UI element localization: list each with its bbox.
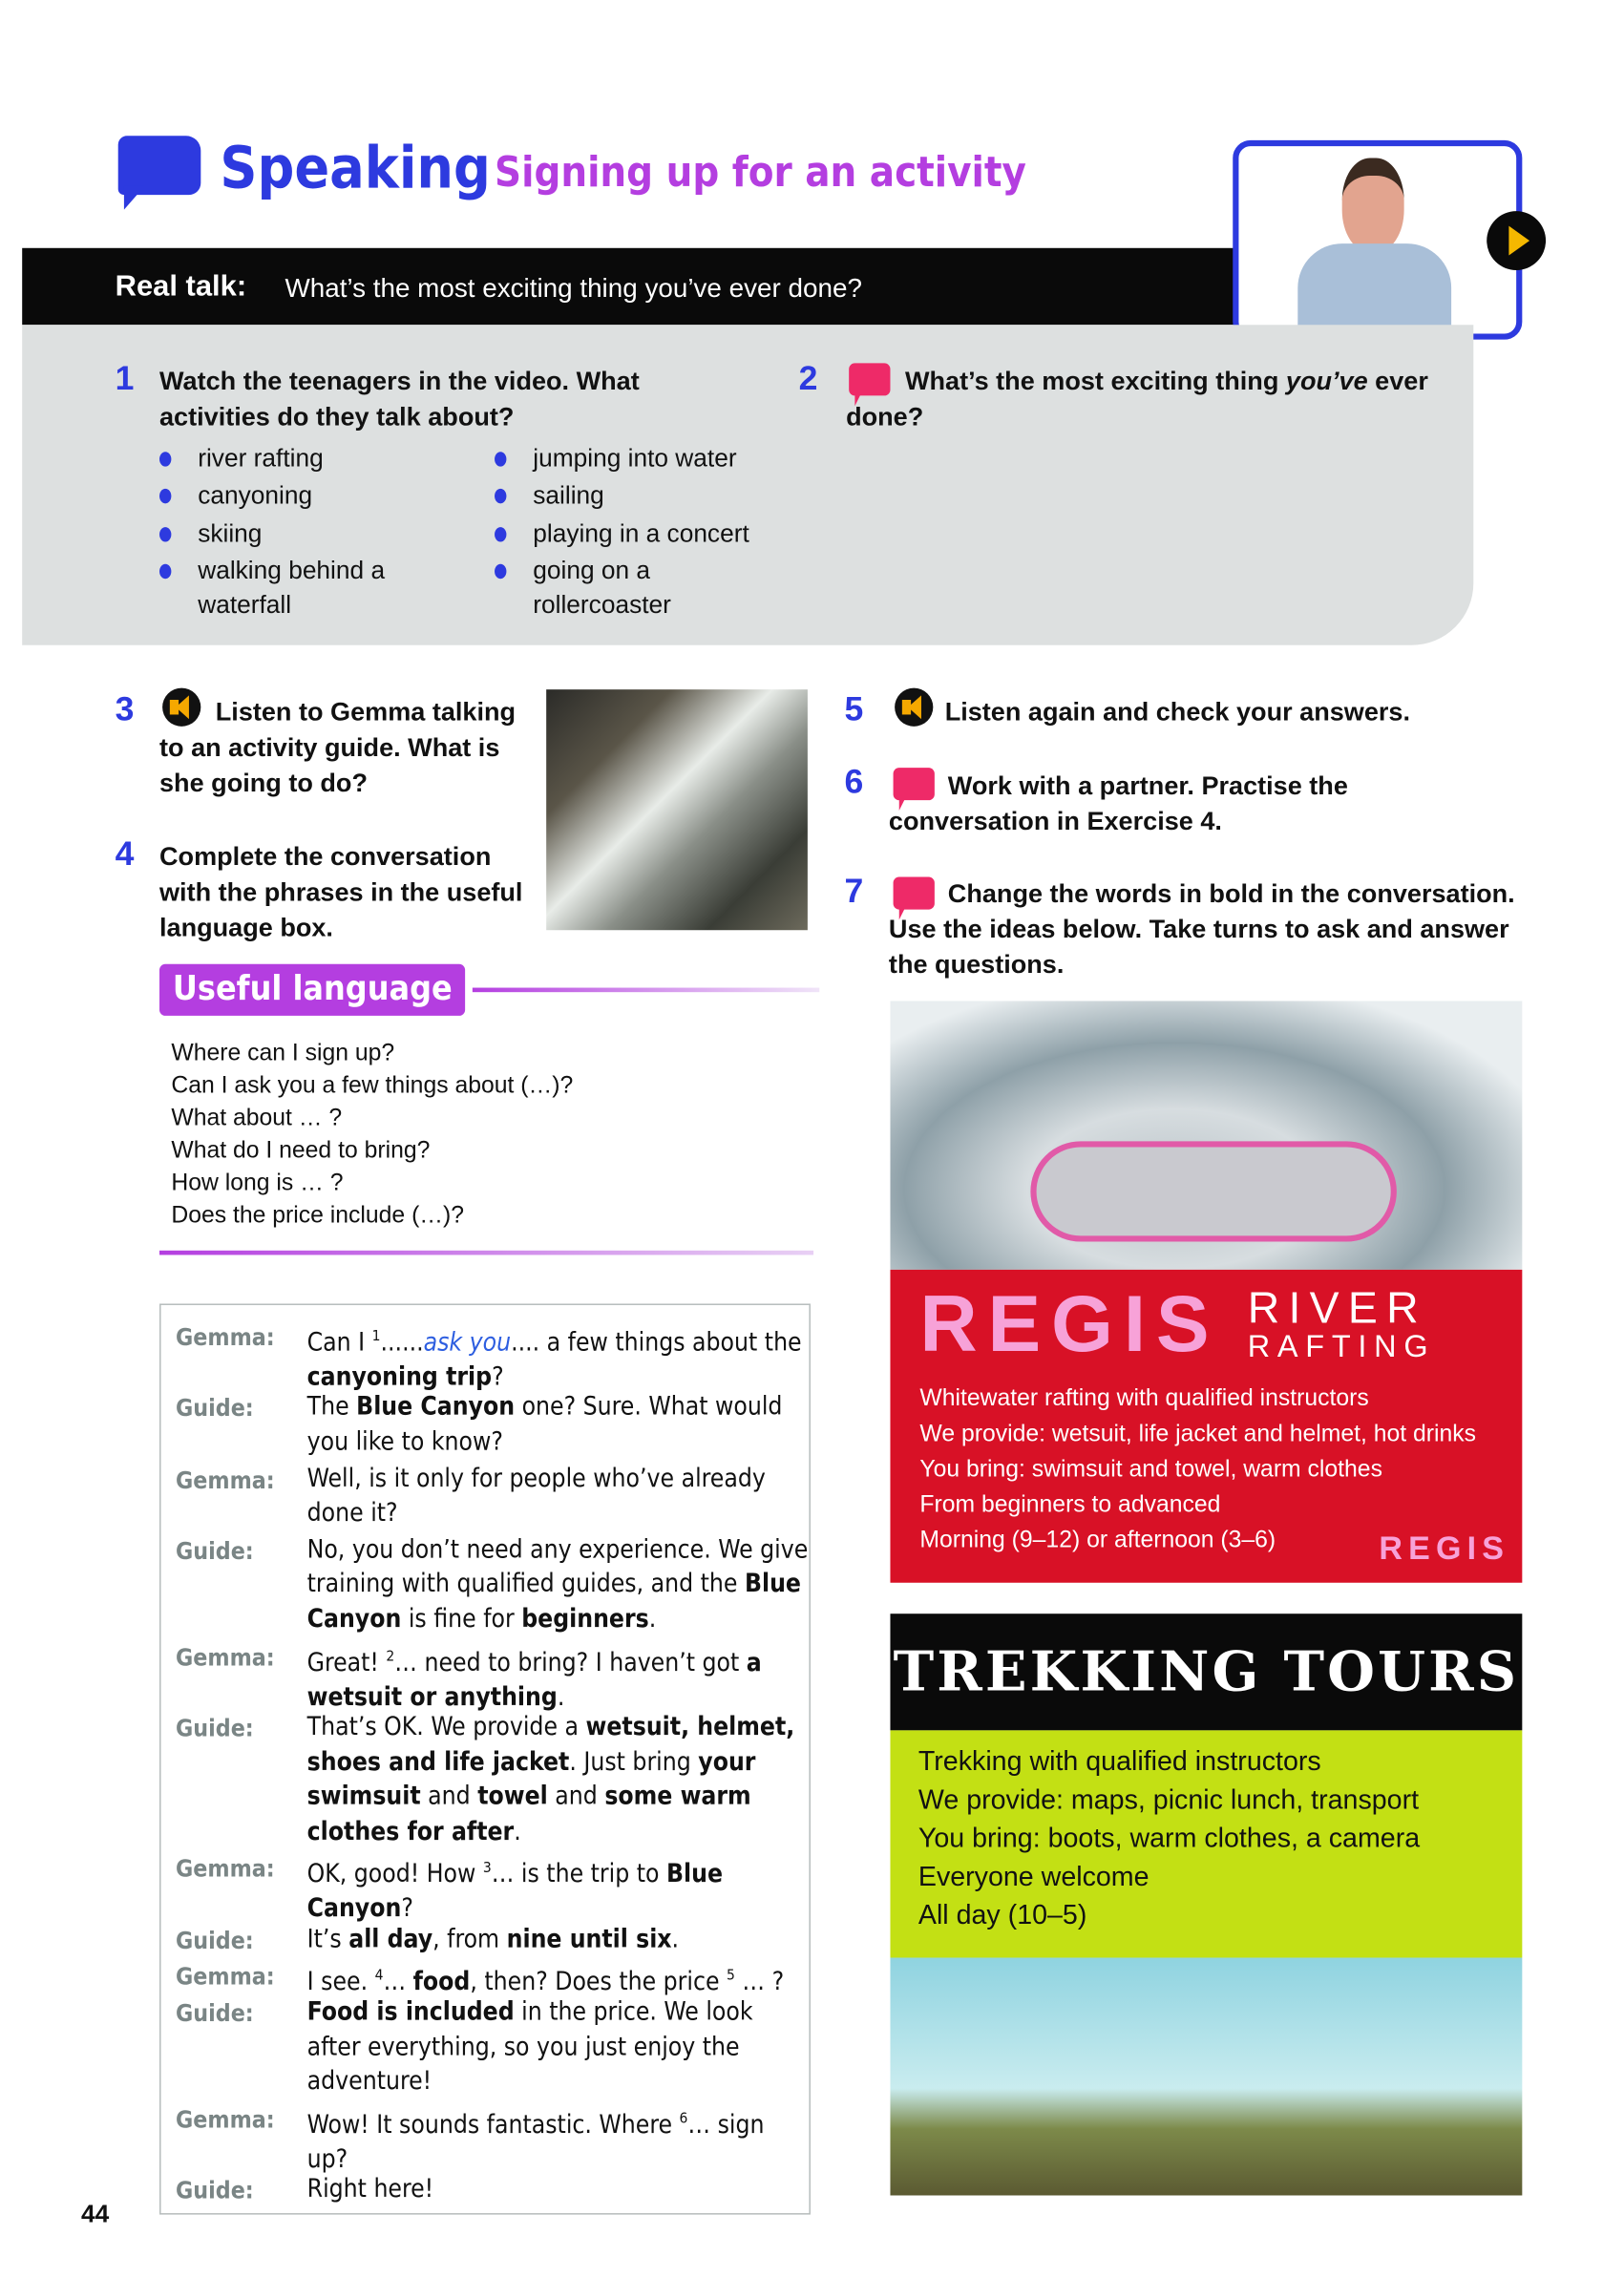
exercise-2-text-a: What’s the most exciting thing	[904, 366, 1286, 396]
regis-rafting: RAFTING	[1247, 1330, 1436, 1364]
person-head	[1342, 158, 1404, 252]
phrase: How long is … ?	[171, 1171, 344, 1196]
exercise-2-text-em: you’ve	[1285, 366, 1368, 396]
activity-item: jumping into water	[533, 441, 736, 475]
dialogue-line	[176, 1534, 811, 1638]
activity-item: playing in a concert	[533, 517, 749, 551]
speaker-name: Guide:	[176, 2176, 254, 2205]
activity-item: sailing	[533, 478, 604, 513]
speech-text: Food is included in the price. We look after everything, so you just enjoy the adventure!	[306, 1997, 753, 2098]
play-icon	[1508, 226, 1529, 256]
trekking-line: All day (10–5)	[917, 1898, 1087, 1930]
exercise-6-text: Work with a partner. Practise the conversation in Exercise 4.	[888, 770, 1348, 836]
activity-item: canyoning	[198, 478, 312, 513]
regis-line: We provide: wetsuit, life jacket and helmet, hot drinks	[919, 1422, 1477, 1447]
page-number: 44	[81, 2200, 110, 2228]
exercise-5-number: 5	[844, 689, 864, 728]
real-talk-label: Real talk:	[115, 269, 247, 304]
phrase: Does the price include (…)?	[171, 1203, 465, 1229]
dialogue-line	[176, 1640, 811, 1717]
real-talk-question: What’s the most exciting thing you’ve ever done?	[285, 273, 862, 304]
trekking-ad-header	[890, 1614, 1522, 1730]
speaker-name: Guide:	[176, 1926, 254, 1954]
speaker-name: Guide:	[176, 1394, 254, 1423]
speech-text: Great! $^2$… need to bring? I haven’t got a wetsuit or anything.	[306, 1648, 762, 1713]
exercise-4-number: 4	[115, 833, 135, 873]
speaker-name: Gemma:	[176, 1465, 275, 1494]
useful-language-title: Useful language	[159, 964, 466, 1016]
trekking-line: Trekking with qualified instructors	[917, 1744, 1321, 1777]
regis-logo: REGIS	[1379, 1529, 1510, 1567]
speech-text: No, you don’t need any experience. We give training with qualified guides, and the Blue Canyon is fine for beginners.	[306, 1535, 809, 1635]
speech-text: It’s all day, from nine until six.	[306, 1924, 680, 1954]
phrase: Can I ask you a few things about (…)?	[171, 1073, 574, 1099]
exercise-3-text: Listen to Gemma talking to an activity guide. What is she going to do?	[159, 696, 517, 798]
audio-icon[interactable]	[895, 688, 933, 727]
trekking-line: Everyone welcome	[917, 1860, 1149, 1891]
speaker-name: Gemma:	[176, 1962, 275, 1992]
speech-text: Wow! It sounds fantastic. Where $^6$… sign up?	[306, 2110, 765, 2176]
exercise-4-text: Complete the conversation with the phrases in the useful language box.	[159, 841, 523, 942]
dialogue-line	[176, 1852, 811, 1929]
regis-line: You bring: swimsuit and towel, warm clothes	[919, 1457, 1382, 1483]
speech-text: I see. $^4$… food, then? Does the price $^5$ … ?	[306, 1968, 785, 1998]
dialogue-box	[159, 1303, 811, 2214]
trekking-line: You bring: boots, warm clothes, a camera	[917, 1822, 1421, 1853]
regis-line: Whitewater rafting with qualified instructors	[919, 1386, 1369, 1412]
canyoning-photo	[546, 689, 808, 930]
exercise-6-number: 6	[844, 761, 864, 801]
video-thumbnail[interactable]	[1233, 140, 1522, 340]
speech-text: That’s OK. We provide a wetsuit, helmet, shoes and life jacket. Just bring your swimsuit and towel and some warm clothes for after.	[306, 1712, 795, 1846]
speaker-name: Gemma:	[176, 1854, 275, 1884]
speech-text: The Blue Canyon one? Sure. What would you like to know?	[306, 1392, 783, 1457]
activity-item: skiing	[198, 517, 262, 551]
speech-text: OK, good! How $^3$… is the trip to Blue Canyon?	[306, 1860, 724, 1925]
trekking-details	[918, 1742, 1420, 1934]
dialogue-line	[176, 1463, 811, 1532]
speaker-name: Gemma:	[176, 2105, 275, 2134]
activity-item: going on a rollercoaster	[533, 554, 695, 622]
regis-ad	[890, 1270, 1522, 1583]
play-button[interactable]	[1487, 211, 1546, 270]
speaker-name: Gemma:	[176, 1642, 275, 1672]
trekking-line: We provide: maps, picnic lunch, transport	[917, 1783, 1420, 1815]
useful-language-bottom-rule	[159, 1251, 813, 1255]
trekking-ad-body	[890, 1730, 1522, 1957]
regis-river: RIVER	[1247, 1284, 1427, 1334]
regis-line: From beginners to advanced	[919, 1492, 1221, 1518]
phrase: Where can I sign up?	[171, 1041, 395, 1066]
regis-brand: REGIS	[919, 1279, 1220, 1369]
exercise-5-text: Listen again and check your answers.	[944, 696, 1411, 727]
speaker-name: Guide:	[176, 1536, 254, 1566]
dialogue-line	[176, 1923, 811, 1957]
speaker-name: Guide:	[176, 1714, 254, 1742]
dialogue-line	[176, 1391, 811, 1461]
phrase: What do I need to bring?	[171, 1138, 431, 1164]
exercise-2-text-b: ever done?	[846, 366, 1428, 432]
speech-text: Right here!	[306, 2175, 434, 2205]
exercise-7-number: 7	[844, 871, 864, 910]
trekking-photo	[890, 1958, 1522, 2196]
dialogue-line	[176, 1711, 811, 1849]
raft	[1030, 1141, 1397, 1241]
section-title: Speaking	[220, 136, 491, 202]
dialogue-line	[176, 1960, 811, 2002]
speaker-name: Gemma:	[176, 1322, 275, 1351]
dialogue-line	[176, 2102, 811, 2179]
useful-language-rule	[473, 988, 819, 993]
phrase: What about … ?	[171, 1106, 343, 1131]
trekking-title: TREKKING TOURS	[893, 1638, 1520, 1704]
exercise-1-text: Watch the teenagers in the video. What activities do they talk about?	[159, 366, 640, 432]
exercise-2-text	[846, 363, 1437, 433]
dialogue-line	[176, 2174, 811, 2208]
section-subtitle: Signing up for an activity	[495, 147, 1026, 197]
activity-item: river rafting	[198, 441, 323, 475]
rafting-photo	[890, 1001, 1522, 1269]
exercise-2-number: 2	[798, 358, 818, 397]
speech-text: Well, is it only for people who’ve already done it?	[306, 1464, 766, 1529]
activity-item: walking behind a waterfall	[198, 554, 419, 622]
speech-text: Can I $^1$......ask you.... a few things about the canyoning trip?	[306, 1328, 802, 1393]
speech-bubble-tail	[124, 186, 145, 210]
exercise-1-number: 1	[115, 358, 135, 397]
dialogue-line	[176, 1319, 811, 1396]
regis-line: Morning (9–12) or afternoon (3–6)	[919, 1528, 1276, 1553]
exercise-7-text: Change the words in bold in the conversation. Use the ideas below. Take turns to ask and answer the questions.	[888, 878, 1515, 980]
exercise-3-number: 3	[115, 689, 135, 728]
useful-language-list	[171, 1038, 573, 1233]
speaker-name: Guide:	[176, 1999, 254, 2028]
dialogue-line	[176, 1996, 811, 2100]
